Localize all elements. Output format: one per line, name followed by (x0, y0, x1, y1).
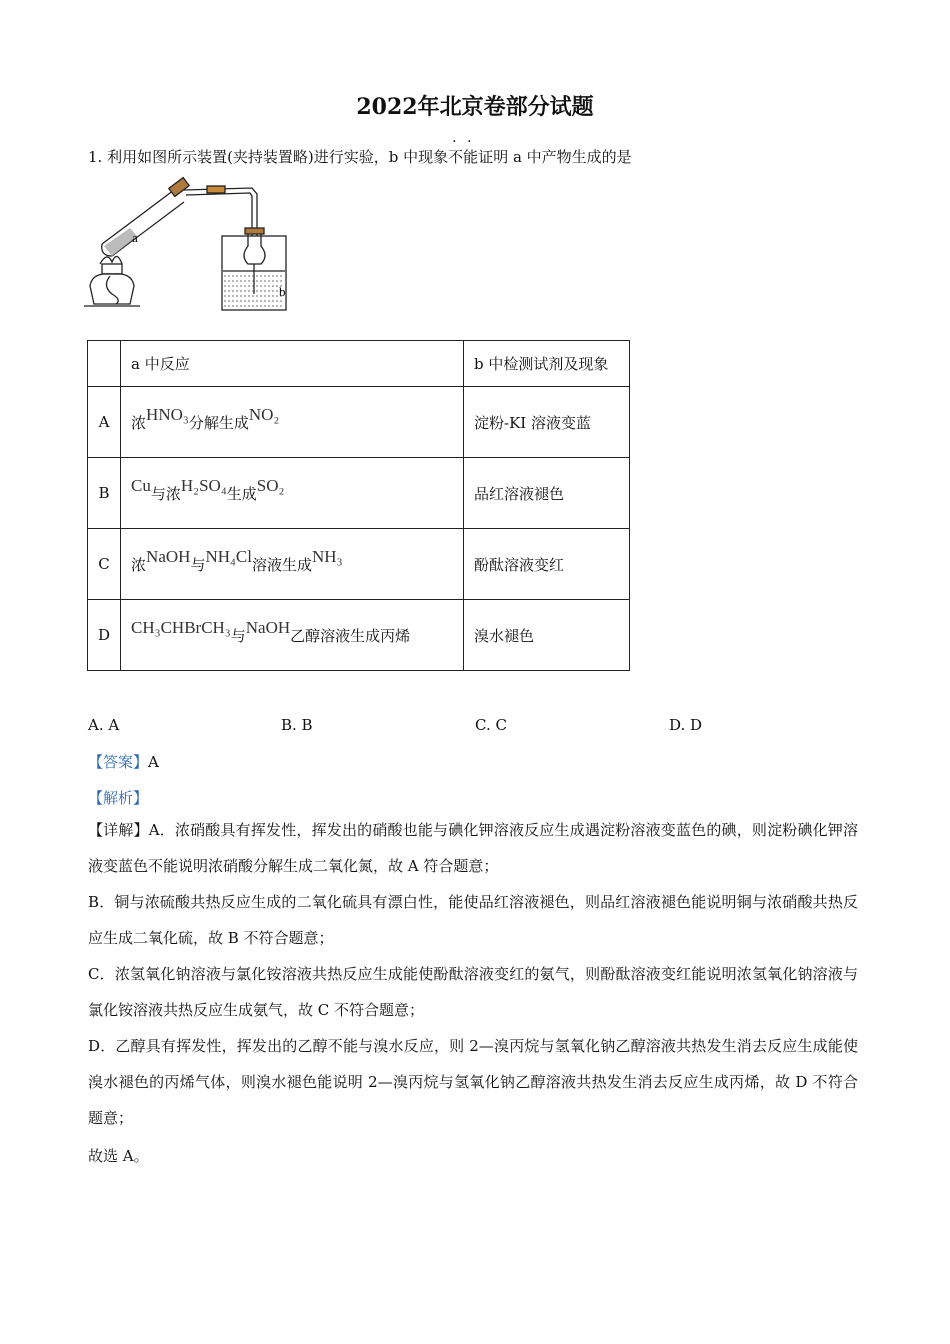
option-a: A. A (88, 716, 120, 734)
table-row (88, 529, 630, 600)
formula: SO₂ (256, 475, 285, 495)
reaction-text: 浓 (131, 413, 147, 432)
reaction-cell (121, 600, 464, 671)
emphasis-char: 能 (463, 148, 479, 166)
table-header-cell: a 中反应 (121, 341, 464, 387)
detail-para-d: D．乙醇具有挥发性，挥发出的乙醇不能与溴水反应，则 2—溴丙烷与氢氧化钠乙醇溶液共热发生消去反应生成能使溴水褪色的丙烯气体，则溴水褪色能说明 2—溴丙烷与氢氧化钠乙醇溶液共热发生消去反应生成丙烯，故 D 不符合题意； (88, 1037, 858, 1127)
row-key: D (88, 600, 121, 671)
reaction-text: 与 (230, 626, 246, 645)
reaction-cell (121, 458, 464, 529)
detail-para-c: C．浓氢氧化钠溶液与氯化铵溶液共热反应生成能使酚酞溶液变红的氨气，则酚酞溶液变红能说明浓氢氧化钠溶液与氯化铵溶液共热反应生成氨气，故 C 不符合题意； (88, 965, 858, 1019)
formula: NH₄Cl (205, 546, 252, 566)
apparatus-diagram (82, 176, 302, 316)
table-row (88, 600, 630, 671)
table-row (88, 387, 630, 458)
label-b: b (279, 284, 286, 299)
reaction-text: 浓 (131, 555, 147, 574)
formula: NaOH (146, 546, 191, 566)
row-key: B (88, 458, 121, 529)
formula: H₂SO₄ (180, 475, 227, 495)
analysis-tag: 【解析】 (88, 789, 149, 807)
detail-conclusion: 故选 A。 (88, 1147, 149, 1165)
reaction-cell (121, 387, 464, 458)
reaction-text: 生成 (226, 484, 257, 503)
question-table (87, 340, 630, 671)
reaction-text: 与 (190, 555, 206, 574)
detect-cell: 溴水褪色 (464, 600, 630, 671)
answer-line (88, 751, 159, 772)
formula: CH₃CHBrCH₃ (131, 617, 231, 637)
detect-cell: 酚酞溶液变红 (464, 529, 630, 600)
reaction-text: 乙醇溶液生成丙烯 (290, 626, 411, 645)
detail-para-b: B．铜与浓硫酸共热反应生成的二氧化硫具有漂白性，能使品红溶液褪色，则品红溶液褪色能说明铜与浓硝酸共热反应生成二氧化硫，故 B 不符合题意； (88, 893, 858, 947)
table-header-row (88, 341, 630, 387)
formula: NaOH (245, 617, 291, 637)
table-row (88, 458, 630, 529)
question-stem (88, 146, 632, 167)
option-d: D. D (669, 716, 703, 734)
formula: NH₃ (312, 546, 343, 566)
table-header-cell (88, 341, 121, 387)
answer-tag: 【答案】 (88, 753, 149, 771)
page-title: 2022年北京卷部分试题 (356, 94, 594, 120)
reaction-text: 分解生成 (188, 413, 249, 432)
reaction-text: 溶液生成 (252, 555, 313, 574)
detect-cell: 淀粉-KI 溶液变蓝 (464, 387, 630, 458)
option-b: B. B (281, 716, 313, 734)
formula: Cu (131, 475, 151, 495)
label-a: a (132, 230, 138, 245)
row-key: C (88, 529, 121, 600)
emphasis-char: 不 (448, 148, 464, 166)
question-prefix: 1. 利用如图所示装置(夹持装置略)进行实验，b 中现象 (88, 148, 449, 166)
formula: HNO₃ (146, 404, 189, 424)
detail-para-a: 【详解】A．浓硝酸具有挥发性，挥发出的硝酸也能与碘化钾溶液反应生成遇淀粉溶液变蓝色的碘，则淀粉碘化钾溶液变蓝色不能说明浓硝酸分解生成二氧化氮，故 A 符合题意； (88, 821, 858, 875)
formula: NO₂ (248, 404, 280, 424)
question-suffix: 证明 a 中产物生成的是 (478, 148, 632, 166)
option-c: C. C (475, 716, 507, 734)
reaction-text: 与浓 (150, 484, 181, 503)
answer-value: A (148, 753, 159, 771)
table-header-cell: b 中检测试剂及现象 (464, 341, 630, 387)
reaction-cell (121, 529, 464, 600)
detect-cell: 品红溶液褪色 (464, 458, 630, 529)
row-key: A (88, 387, 121, 458)
